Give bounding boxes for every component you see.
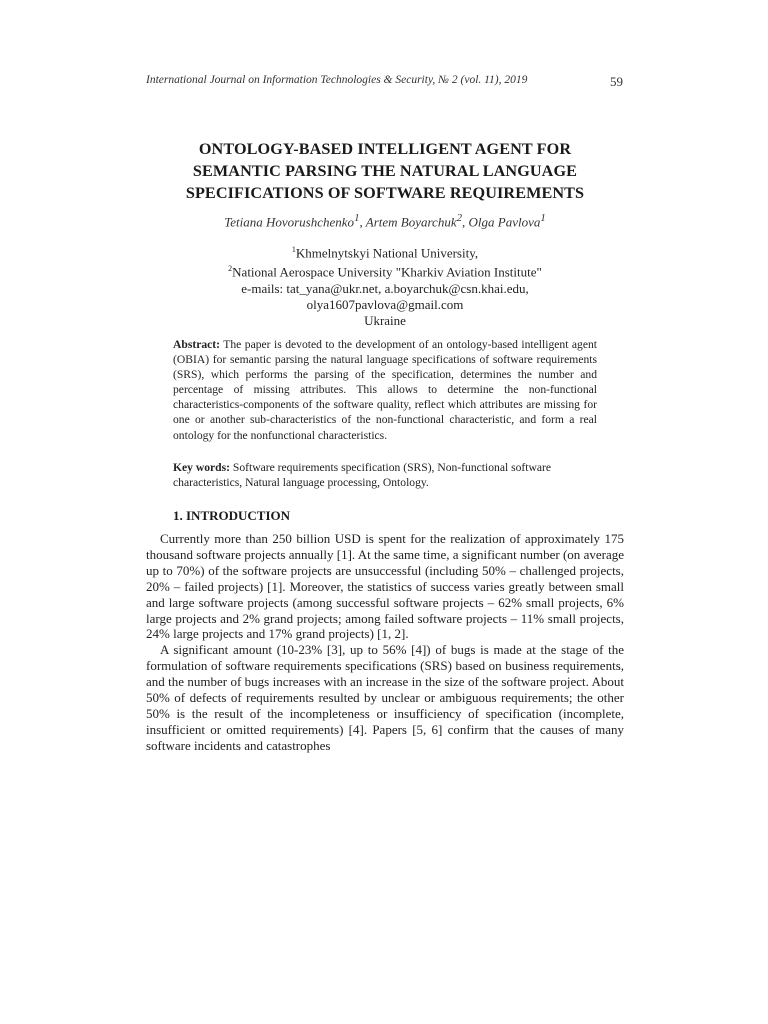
abstract-text: The paper is devoted to the development of an ontology-based intelligent agent (OBIA) for semantic parsing the natural language specifications of software requirements (SRS), which performs the parsing of the specification, determines the number and percentage of missing attributes. This allows to determine the non-functional characteristics-components of the software quality, reflect which attributes are missing for one or another sub-characteristics of the non-functional characteristic, and form a real ontology for the nonfunctional characteristics. bbox=[173, 338, 597, 442]
section-body bbox=[146, 531, 624, 754]
author-name: Artem Boyarchuk bbox=[365, 214, 457, 230]
affiliation-mark: 1 bbox=[291, 245, 296, 254]
author-name: Tetiana Hovorushchenko bbox=[224, 214, 355, 230]
keywords bbox=[173, 460, 597, 490]
title-line-3: SPECIFICATIONS OF SOFTWARE REQUIREMENTS bbox=[185, 184, 585, 202]
page-number: 59 bbox=[610, 74, 623, 89]
keywords-text: Software requirements specification (SRS), Non-functional software characteristics, Natural language processing, Ontology. bbox=[173, 461, 551, 490]
emails-line-2: olya1607pavlova@gmail.com bbox=[306, 296, 464, 312]
running-header: International Journal on Information Technologies & Security, № 2 (vol. 11), 2019 bbox=[146, 74, 528, 86]
affiliation-text: Khmelnytskyi National University, bbox=[295, 245, 479, 261]
title-line-1: ONTOLOGY-BASED INTELLIGENT AGENT FOR bbox=[198, 140, 572, 158]
keywords-label: Key words: bbox=[173, 461, 230, 474]
author-affiliation-mark: 1 bbox=[354, 212, 360, 224]
affiliation-2 bbox=[146, 261, 624, 280]
affiliation-1 bbox=[146, 242, 624, 261]
affiliation-text: National Aerospace University "Kharkiv Aviation Institute" bbox=[232, 264, 542, 280]
country: Ukraine bbox=[364, 312, 406, 328]
abstract-label: Abstract: bbox=[173, 338, 221, 351]
section-heading: 1. INTRODUCTION bbox=[173, 508, 291, 523]
author-list: Tetiana Hovorushchenko$^1$, Artem Boyarchuk$^2$, Olga Pavlova$^1$ bbox=[224, 212, 546, 230]
author-name: Olga Pavlova bbox=[468, 214, 541, 230]
author-affiliation-mark: 2 bbox=[456, 212, 463, 224]
title-line-2: SEMANTIC PARSING THE NATURAL LANGUAGE bbox=[192, 162, 578, 180]
paragraph: A significant amount (10-23% [3], up to 56% [4]) of bugs is made at the stage of the formulation of software requirements specifications (SRS) based on business requirements, and the number of bugs increases with an increase in the size of the software project. About 50% of defects of requirements resulted by unclear or ambiguous requirements; the other 50% is the result of the incompleteness or insufficiency of specification (incomplete, insufficient or omitted requirements) [4]. Papers [5, 6] confirm that the causes of many software incidents and catastrophes bbox=[146, 642, 624, 753]
emails-line-1: e-mails: tat_yana@ukr.net, a.boyarchuk@csn.khai.edu, bbox=[241, 280, 529, 296]
affiliation-mark: 2 bbox=[228, 264, 233, 274]
abstract bbox=[173, 337, 597, 443]
paragraph: Currently more than 250 billion USD is spent for the realization of approximately 175 thousand software projects annually [1]. At the same time, a significant number (on average up to 70%) of the software projects are unsuccessful (including 50% – challenged projects, 20% – failed projects) [1]. Moreover, the statistics of success varies greatly between small and large software projects (among successful software projects – 62% small projects, 6% large projects and 2% grand projects; among failed software projects – 11% small projects, 24% large projects and 17% grand projects) [1, 2]. bbox=[146, 531, 624, 642]
affiliations bbox=[146, 242, 624, 329]
paper-title bbox=[146, 138, 624, 204]
author-affiliation-mark: 1 bbox=[540, 212, 546, 224]
